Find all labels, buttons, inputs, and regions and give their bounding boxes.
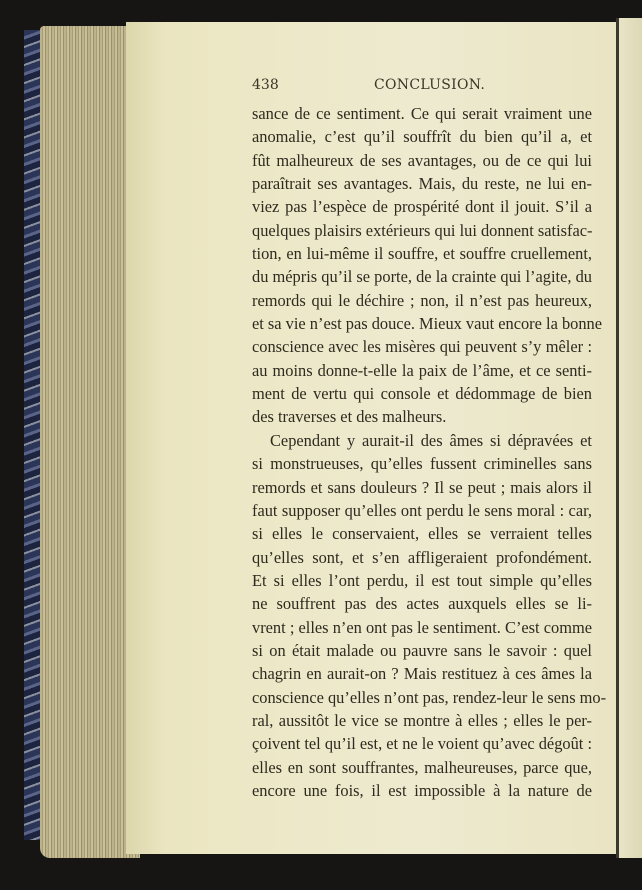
text-line: qu’elles sont, et s’en affligeraient profondément. bbox=[252, 547, 592, 567]
page-block-edge bbox=[40, 26, 140, 858]
text-line: remords qui le déchire ; non, il n’est pas heureux, bbox=[252, 290, 592, 310]
text-line: chagrin en aurait-on ? Mais restituez à ces âmes la bbox=[252, 664, 592, 684]
text-line: si monstrueuses, qu’elles fussent criminelles sans bbox=[252, 454, 592, 474]
text-line: paraîtrait ses avantages. Mais, du reste, ne lui en- bbox=[252, 174, 592, 194]
text-line: quelques plaisirs extérieurs qui lui donnent satisfac- bbox=[252, 220, 593, 240]
text-line: vrent ; elles n’en ont pas le sentiment. C’est comme bbox=[252, 617, 592, 637]
facing-page-edge bbox=[616, 18, 642, 858]
text-line: Cependant y aurait-il des âmes si dépravées et bbox=[270, 430, 592, 450]
text-line: fût malheureux de ses avantages, ou de ce qui lui bbox=[252, 150, 592, 170]
text-line: ral, aussitôt le vice se montre à elles ; elles le per- bbox=[252, 710, 592, 730]
text-line: elles en sont souffrantes, malheureuses, parce que, bbox=[252, 757, 592, 777]
text-line: sance de ce sentiment. Ce qui serait vraiment une bbox=[252, 104, 592, 123]
text-line: au moins donne-t-elle la paix de l’âme, et ce senti- bbox=[252, 360, 592, 380]
page-body-text bbox=[252, 102, 607, 802]
text-line: si on était malade ou pauvre sans le savoir : quel bbox=[252, 640, 592, 660]
page-number: 438 bbox=[252, 77, 279, 93]
text-line: encore une fois, il est impossible à la nature de bbox=[252, 780, 592, 800]
text-line: conscience avec les misères qui peuvent s’y mêler : bbox=[252, 337, 592, 357]
text-line: remords et sans douleurs ? Il se peut ; mais alors il bbox=[252, 477, 592, 497]
text-line: si elles le conservaient, elles se verraient telles bbox=[252, 524, 592, 544]
text-line: du mépris qu’il se porte, de la crainte qui l’agite, du bbox=[252, 267, 592, 287]
running-title: CONCLUSION. bbox=[374, 77, 486, 93]
text-line: ment de vertu qui console et dédommage de bien bbox=[252, 384, 592, 404]
text-line: faut supposer qu’elles ont perdu le sens moral : car, bbox=[252, 500, 592, 520]
text-line: Et si elles l’ont perdu, il est tout simple qu’elles bbox=[252, 570, 592, 590]
text-line: çoivent tel qu’il est, et ne le voient qu’avec dégoût : bbox=[252, 734, 592, 754]
text-line: et sa vie n’est pas douce. Mieux vaut encore la bonne bbox=[252, 314, 602, 334]
text-line: anomalie, c’est qu’il souffrît du bien qu’il a, et bbox=[252, 127, 592, 147]
text-line: viez pas l’espèce de prospérité dont il jouit. S’il a bbox=[252, 197, 592, 217]
running-header bbox=[252, 77, 592, 97]
text-line: des traverses et des malheurs. bbox=[252, 407, 447, 427]
text-line: conscience qu’elles n’ont pas, rendez-leur le sens mo- bbox=[252, 687, 607, 707]
text-line: tion, en lui-même il souffre, et souffre cruellement, bbox=[252, 244, 592, 264]
text-line: ne souffrent pas des actes auxquels elles se li- bbox=[252, 594, 592, 614]
